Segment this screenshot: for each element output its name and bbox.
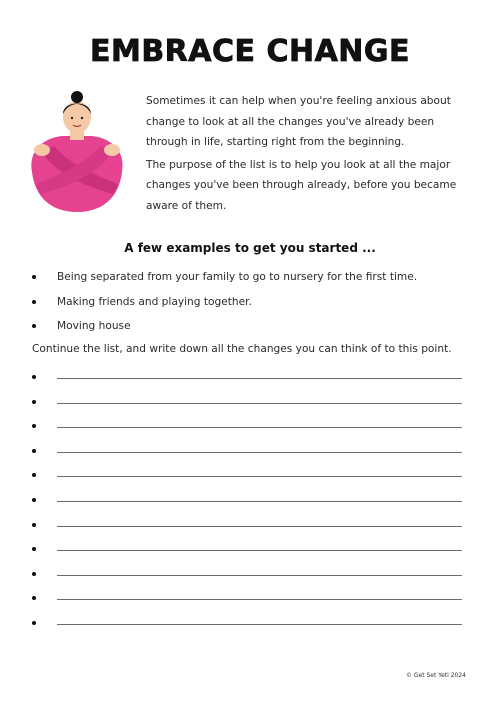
line-rule [57, 452, 462, 453]
bullet-icon [32, 375, 36, 379]
writing-line[interactable] [32, 440, 462, 465]
bullet-icon [32, 498, 36, 502]
bullet-icon [32, 424, 36, 428]
writing-lines [32, 366, 462, 637]
bullet-icon [32, 275, 36, 279]
page-title: EMBRACE CHANGE [89, 34, 411, 69]
example-text: Making friends and playing together. [57, 295, 252, 308]
bullet-icon [32, 449, 36, 453]
line-rule [57, 550, 462, 551]
examples-list [32, 267, 472, 341]
writing-line[interactable] [32, 391, 462, 416]
intro-text [146, 91, 466, 218]
line-rule [57, 575, 462, 576]
bullet-icon [32, 621, 36, 625]
bullet-icon [32, 400, 36, 404]
line-rule [57, 599, 462, 600]
writing-line[interactable] [32, 538, 462, 563]
line-rule [57, 476, 462, 477]
writing-line[interactable] [32, 415, 462, 440]
bullet-icon [32, 596, 36, 600]
line-rule [57, 427, 462, 428]
copyright-footer: © Get Set Yeti 2024 [405, 672, 466, 679]
examples-heading: A few examples to get you started ... [124, 241, 376, 255]
bullet-icon [32, 324, 36, 328]
line-rule [57, 403, 462, 404]
list-item [32, 292, 472, 317]
bullet-icon [32, 473, 36, 477]
example-text: Moving house [57, 320, 131, 332]
writing-line[interactable] [32, 563, 462, 588]
writing-line[interactable] [32, 514, 462, 539]
bullet-icon [32, 547, 36, 551]
bullet-icon [32, 300, 36, 304]
writing-line[interactable] [32, 612, 462, 637]
line-rule [57, 378, 462, 379]
line-rule [57, 624, 462, 625]
example-text: Being separated from your family to go to nursery for the first time. [57, 271, 418, 283]
writing-line[interactable] [32, 587, 462, 612]
intro-paragraph-1: Sometimes it can help when you're feeling anxious about change to look at all the changes you've already been through in life, starting right from the beginning. [146, 95, 451, 148]
writing-line[interactable] [32, 366, 462, 391]
writing-line[interactable] [32, 464, 462, 489]
bullet-icon [32, 572, 36, 576]
bullet-icon [32, 523, 36, 527]
intro-paragraph-2: The purpose of the list is to help you look at all the major changes you've been through already, before you became aware of them. [146, 158, 457, 212]
list-item [32, 316, 472, 341]
line-rule [57, 501, 462, 502]
instruction-text: Continue the list, and write down all the changes you can think of to this point. [32, 343, 452, 355]
writing-line[interactable] [32, 489, 462, 514]
list-item [32, 267, 472, 292]
woman-hugging-self-illustration [22, 90, 132, 216]
line-rule [57, 526, 462, 527]
